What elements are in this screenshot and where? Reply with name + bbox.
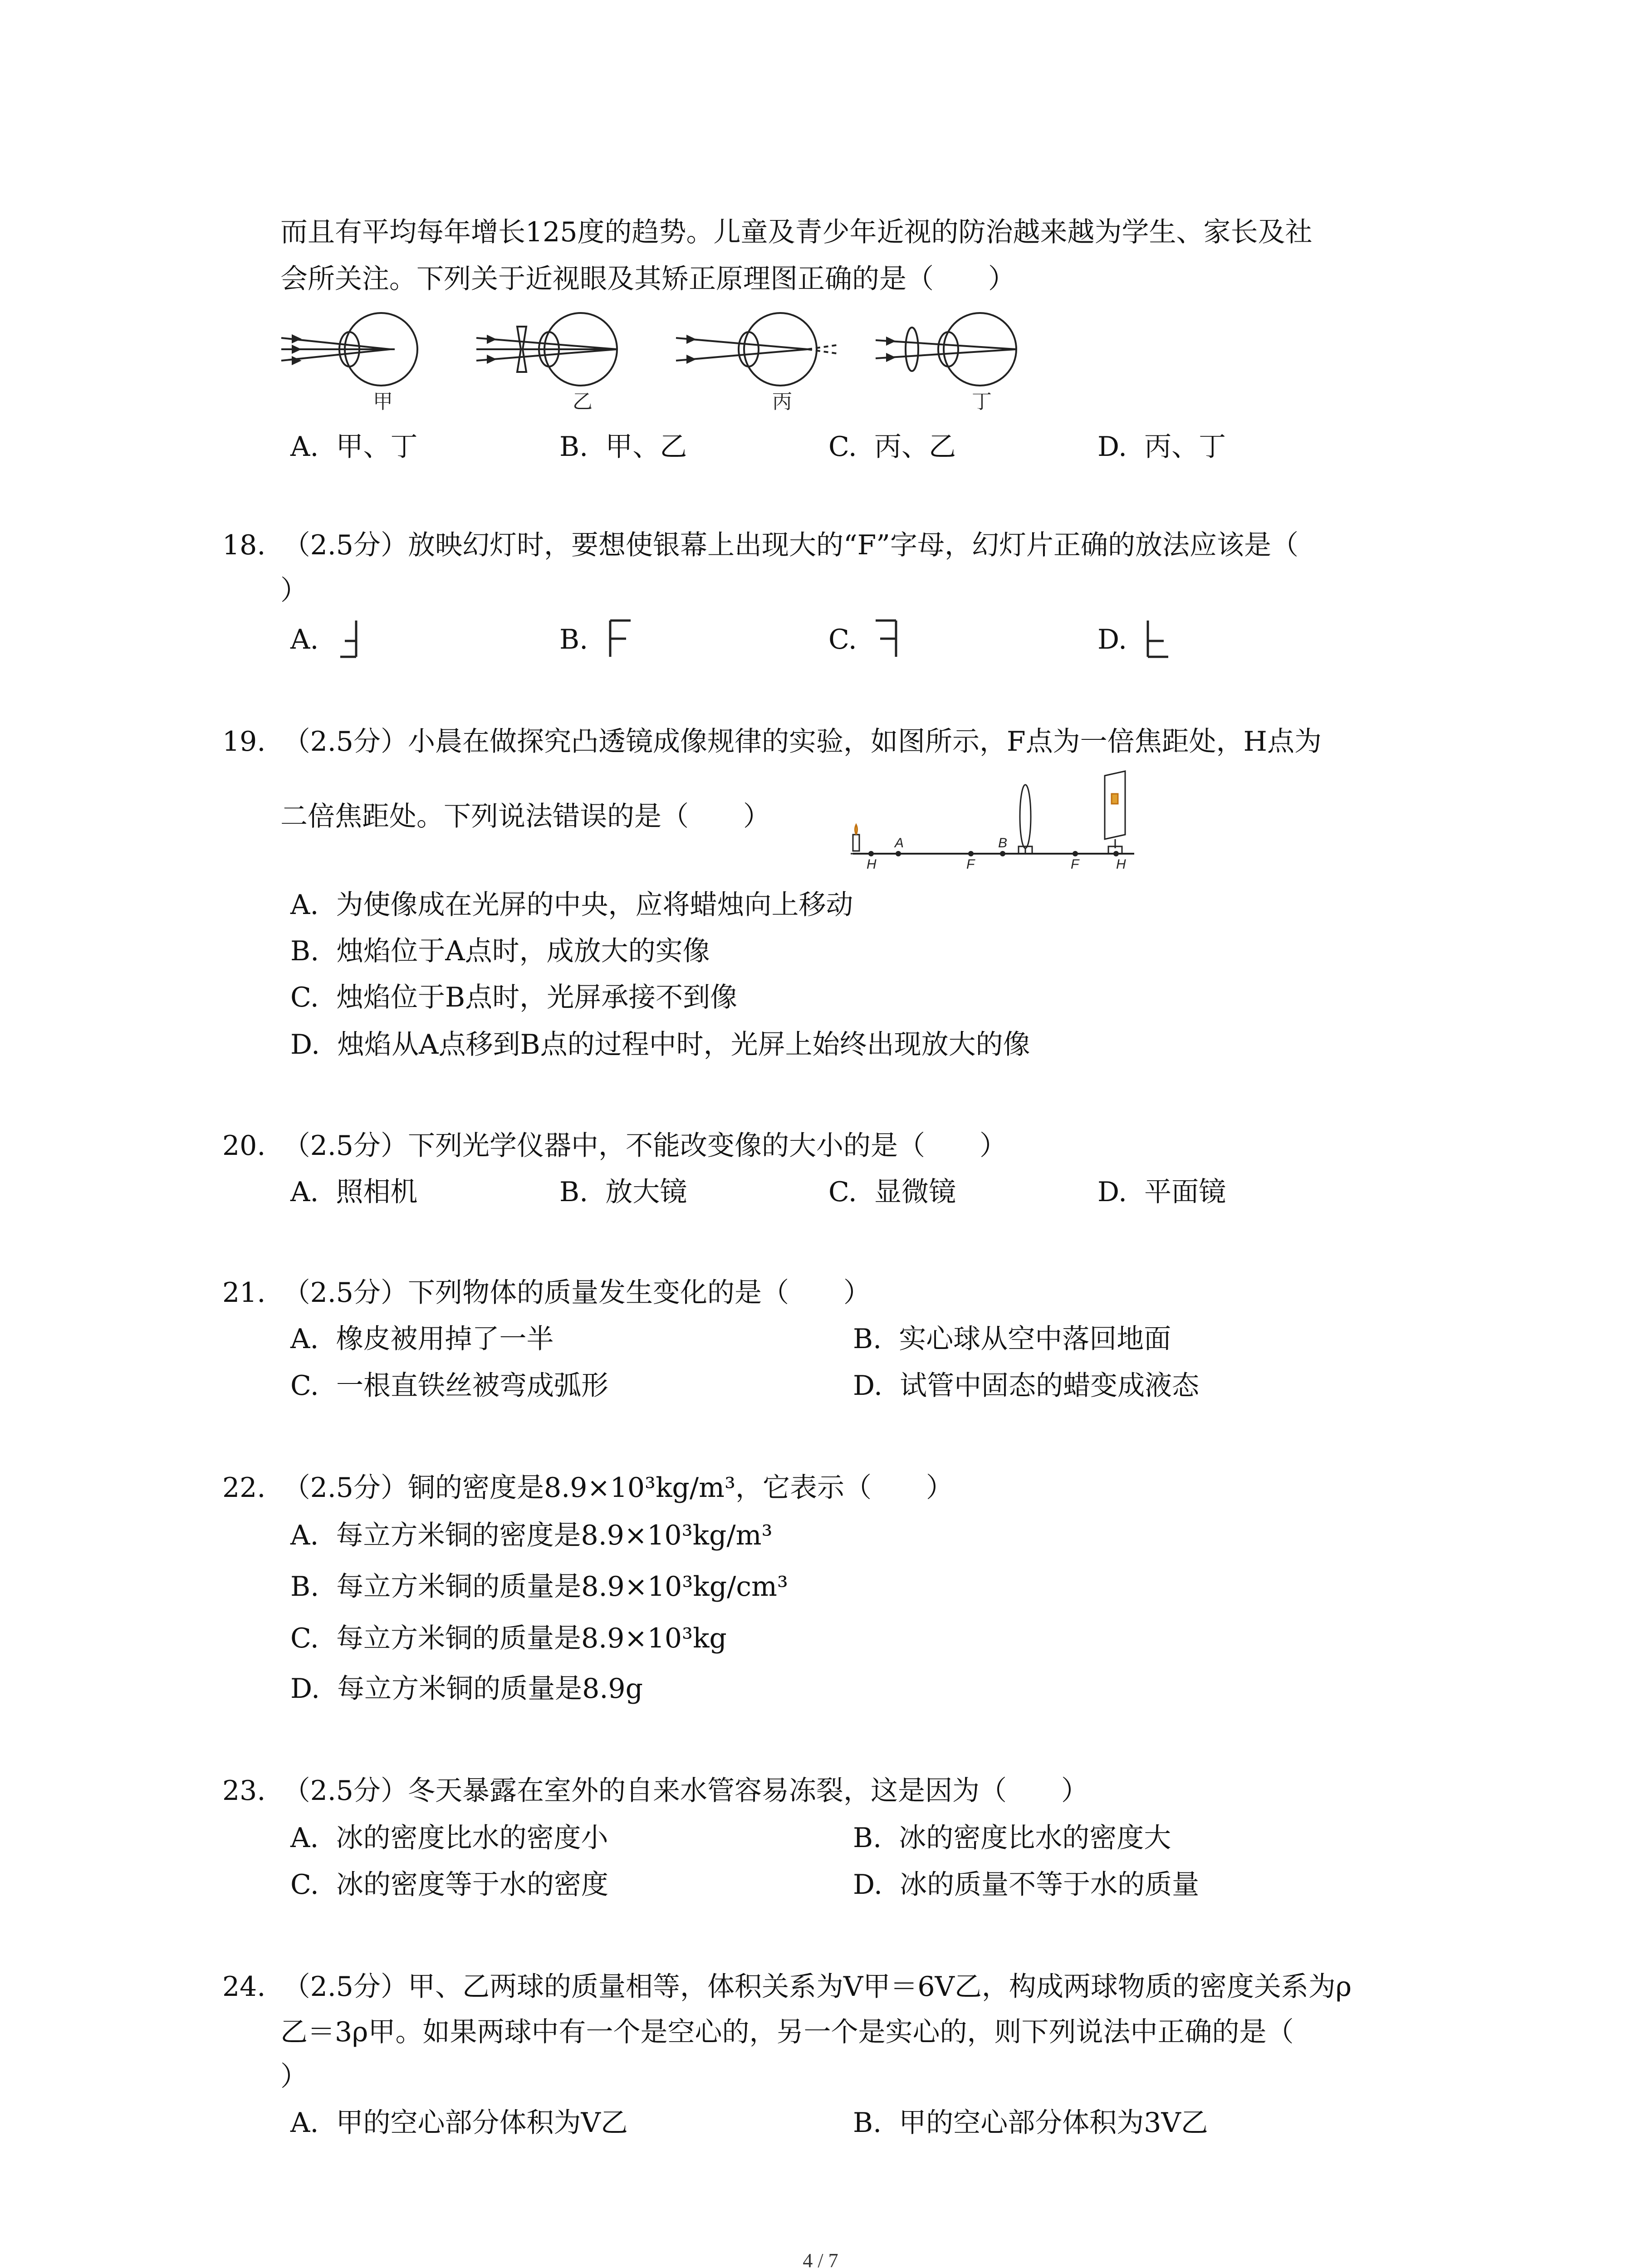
q18-stem-line1: 18. （2.5分）放映幻灯时，要想使银幕上出现大的“F”字母，幻灯片正确的放法应该是（: [222, 529, 1298, 561]
q22-option-b[interactable]: B. 每立方米铜的质量是8.9×10³kg/cm³: [290, 1571, 788, 1603]
q21-option-d[interactable]: D. 试管中固态的蜡变成液态: [853, 1370, 1200, 1402]
q18-option-d[interactable]: D.: [1097, 624, 1127, 655]
q23-option-c[interactable]: C. 冰的密度等于水的密度: [290, 1869, 608, 1901]
q24-option-b[interactable]: B. 甲的空心部分体积为3V乙: [853, 2107, 1208, 2139]
q23-option-d[interactable]: D. 冰的质量不等于水的质量: [853, 1869, 1200, 1901]
eye-diagram-yi: [476, 313, 617, 386]
q19-stem-line2: 二倍焦距处。下列说法错误的是（ ）: [280, 801, 770, 832]
q23-option-b[interactable]: B. 冰的密度比水的密度大: [853, 1822, 1171, 1854]
page-number: 4 / 7: [803, 2249, 838, 2268]
fig-label-jia: 甲: [373, 391, 393, 413]
q24-stem-line3: ）: [280, 2061, 308, 2092]
q23-option-a[interactable]: A. 冰的密度比水的密度小: [290, 1822, 608, 1854]
q21-option-b[interactable]: B. 实心球从空中落回地面: [853, 1323, 1171, 1355]
q18-option-b-glyph: [606, 616, 637, 661]
q19-lens-bench-figure: [844, 767, 1143, 871]
q18-option-a[interactable]: A.: [290, 624, 319, 655]
q18-stem-line2: ）: [280, 575, 308, 606]
fig-label-h1: H: [867, 857, 877, 871]
q24-option-a[interactable]: A. 甲的空心部分体积为V乙: [290, 2107, 628, 2139]
q22-option-a[interactable]: A. 每立方米铜的密度是8.9×10³kg/m³: [290, 1520, 773, 1551]
q21-option-a[interactable]: A. 橡皮被用掉了一半: [290, 1323, 554, 1355]
q17-option-d[interactable]: D. 丙、丁: [1097, 431, 1226, 463]
q17-option-a[interactable]: A. 甲、丁: [290, 431, 418, 463]
eye-diagram-jia: [281, 313, 417, 386]
fig-label-ding: 丁: [972, 391, 992, 413]
q17-text-line1: 而且有平均每年增长125度的趋势。儿童及青少年近视的防治越来越为学生、家长及社: [280, 216, 1313, 248]
q24-stem-line1: 24. （2.5分）甲、乙两球的质量相等，体积关系为V甲＝6V乙，构成两球物质的密度关系为ρ: [222, 1971, 1352, 2003]
q21-option-c[interactable]: C. 一根直铁丝被弯成弧形: [290, 1370, 608, 1402]
eye-diagram-bing: [676, 313, 839, 386]
candle-icon: [851, 825, 862, 854]
q22-option-d[interactable]: D. 每立方米铜的质量是8.9g: [290, 1673, 643, 1705]
q22-stem: 22. （2.5分）铜的密度是8.9×10³kg/m³，它表示（ ）: [222, 1472, 954, 1504]
q22-option-c[interactable]: C. 每立方米铜的质量是8.9×10³kg: [290, 1623, 727, 1654]
q19-option-c[interactable]: C. 烛焰位于B点时，光屏承接不到像: [290, 982, 738, 1013]
q18-option-c-glyph: [873, 616, 905, 661]
q19-option-b[interactable]: B. 烛焰位于A点时，成放大的实像: [290, 935, 710, 967]
q20-option-c[interactable]: C. 显微镜: [828, 1176, 956, 1208]
fig-label-bing: 丙: [772, 391, 792, 413]
fig-label-h2: H: [1116, 857, 1126, 871]
q18-option-a-glyph: [338, 616, 365, 661]
q17-option-c[interactable]: C. 丙、乙: [828, 431, 956, 463]
q21-stem: 21. （2.5分）下列物体的质量发生变化的是（ ）: [222, 1277, 871, 1309]
q19-stem-line1: 19. （2.5分）小晨在做探究凸透镜成像规律的实验，如图所示，F点为一倍焦距处，H点为: [222, 726, 1322, 758]
fig-label-yi: 乙: [573, 391, 593, 413]
q24-stem-line2: 乙＝3ρ甲。如果两球中有一个是空心的，另一个是实心的，则下列说法中正确的是（: [280, 2016, 1294, 2048]
eye-diagram-ding: [876, 313, 1016, 386]
fig-label-f2: F: [1071, 857, 1079, 871]
q18-option-b[interactable]: B.: [559, 624, 588, 655]
q20-stem: 20. （2.5分）下列光学仪器中，不能改变像的大小的是（ ）: [222, 1130, 1007, 1162]
q17-text-line2: 会所关注。下列关于近视眼及其矫正原理图正确的是（ ）: [280, 263, 1015, 295]
q18-option-d-glyph: [1143, 616, 1175, 661]
q20-option-d[interactable]: D. 平面镜: [1097, 1176, 1226, 1208]
q19-option-a[interactable]: A. 为使像成在光屏的中央，应将蜡烛向上移动: [290, 889, 853, 921]
light-screen-icon: [1105, 771, 1125, 854]
q20-option-b[interactable]: B. 放大镜: [559, 1176, 687, 1208]
q18-option-c[interactable]: C.: [828, 624, 857, 655]
convex-lens-icon: [1019, 785, 1032, 854]
q19-option-d[interactable]: D. 烛焰从A点移到B点的过程中时，光屏上始终出现放大的像: [290, 1029, 1030, 1061]
q17-option-b[interactable]: B. 甲、乙: [559, 431, 687, 463]
q17-eye-diagrams: [272, 304, 1089, 422]
q23-stem: 23. （2.5分）冬天暴露在室外的自来水管容易冻裂，这是因为（ ）: [222, 1775, 1088, 1807]
fig-label-f1: F: [966, 857, 975, 871]
q20-option-a[interactable]: A. 照相机: [290, 1176, 418, 1208]
fig-label-b: B: [998, 836, 1008, 850]
fig-label-a: A: [895, 836, 904, 850]
